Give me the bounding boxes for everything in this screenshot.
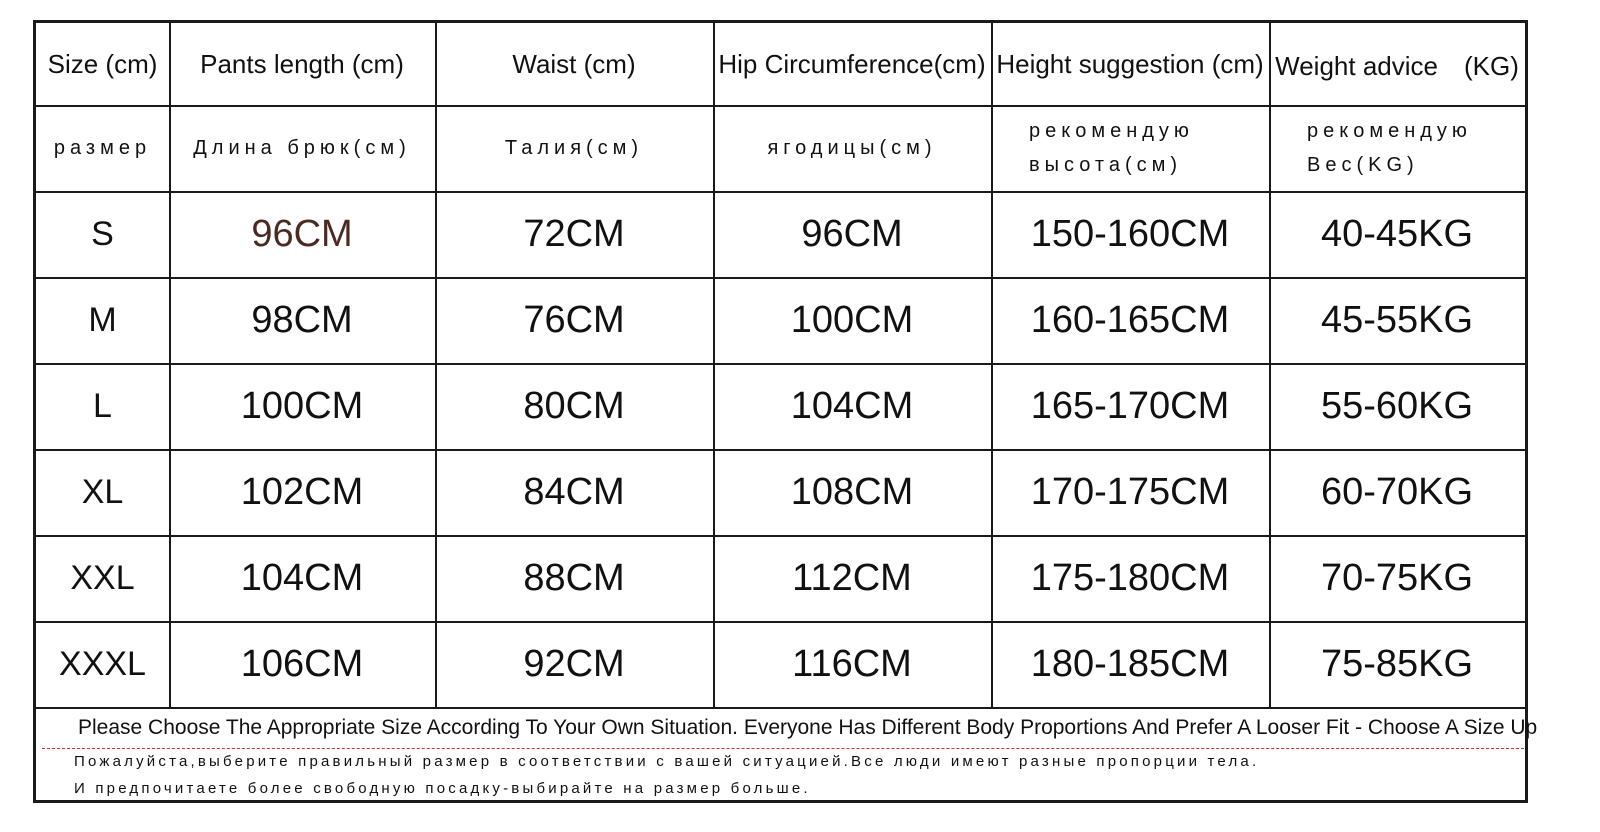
size-label-cell: L <box>93 386 112 425</box>
note-russian-line-2: И предпочитаете более свободную посадку-выбирайте на размер больше. <box>74 780 811 797</box>
table-cell: 102CM <box>240 470 364 513</box>
header-cell: Height suggestion (cm) <box>996 48 1264 79</box>
header-cell: Size (cm) <box>47 48 158 79</box>
table-cell: 100CM <box>790 298 914 341</box>
note-russian-line-1: Пожалуйста,выберите правильный размер в соответствии с вашей ситуацией.Все люди имеют разные пропорции тела. <box>74 753 1260 770</box>
table-cell: 116CM <box>792 642 912 685</box>
header-cell-russian: Длина брюк(см) <box>193 137 411 159</box>
header-cell: Pants length (cm) <box>200 48 404 79</box>
table-cell: 180-185CM <box>1030 642 1230 685</box>
size-label-cell: XXXL <box>59 644 146 683</box>
table-cell: 104CM <box>790 384 914 427</box>
table-cell: 175-180CM <box>1030 556 1230 599</box>
table-cell: 108CM <box>790 470 914 513</box>
table-cell: 160-165CM <box>1030 298 1230 341</box>
table-cell: 96CM <box>801 212 903 255</box>
table-cell: 92CM <box>523 642 625 685</box>
size-label-cell: XXL <box>70 558 135 597</box>
table-cell: 45-55KG <box>1320 298 1474 341</box>
table-cell: 75-85KG <box>1320 642 1474 685</box>
table-cell: 170-175CM <box>1030 470 1230 513</box>
header-cell-russian: ягодицы(см) <box>767 137 937 159</box>
table-cell: 165-170CM <box>1030 384 1230 427</box>
table-cell: 106CM <box>240 642 364 685</box>
header-cell-russian: рекомендую Вес(KG) <box>1307 120 1472 176</box>
size-label-cell: S <box>91 214 114 253</box>
table-cell: 112CM <box>792 556 912 599</box>
size-chart-table <box>33 20 1538 803</box>
table-cell: 150-160CM <box>1030 212 1230 255</box>
table-cell: 100CM <box>240 384 364 427</box>
table-cell: 76CM <box>523 298 625 341</box>
size-grid <box>36 23 1525 709</box>
table-cell: 72CM <box>523 212 625 255</box>
table-cell: 40-45KG <box>1320 212 1474 255</box>
header-cell: Weight advice (KG) <box>1275 50 1519 81</box>
header-cell: Hip Circumference(cm) <box>718 48 986 79</box>
header-cell: Waist (cm) <box>512 48 636 79</box>
table-cell: 55-60KG <box>1320 384 1474 427</box>
table-cell: 80CM <box>523 384 625 427</box>
table-cell: 96CM <box>251 212 353 255</box>
header-cell-russian: рекомендую высота(см) <box>1029 120 1194 176</box>
table-cell: 60-70KG <box>1320 470 1474 513</box>
dashed-divider <box>42 748 1524 749</box>
table-cell: 104CM <box>240 556 364 599</box>
table-cell: 70-75KG <box>1320 556 1474 599</box>
note-english: Please Choose The Appropriate Size According To Your Own Situation. Everyone Has Different Body Proportions And Prefer A Looser Fit - Choose A Size Up <box>78 716 1538 739</box>
header-cell-russian: Талия(см) <box>504 137 644 159</box>
grid-row-line <box>36 707 1525 709</box>
table-cell: 84CM <box>523 470 625 513</box>
header-cell-russian: размер <box>53 137 152 159</box>
size-label-cell: M <box>88 300 117 339</box>
table-cell: 88CM <box>523 556 625 599</box>
size-label-cell: XL <box>81 472 124 511</box>
table-cell: 98CM <box>251 298 353 341</box>
